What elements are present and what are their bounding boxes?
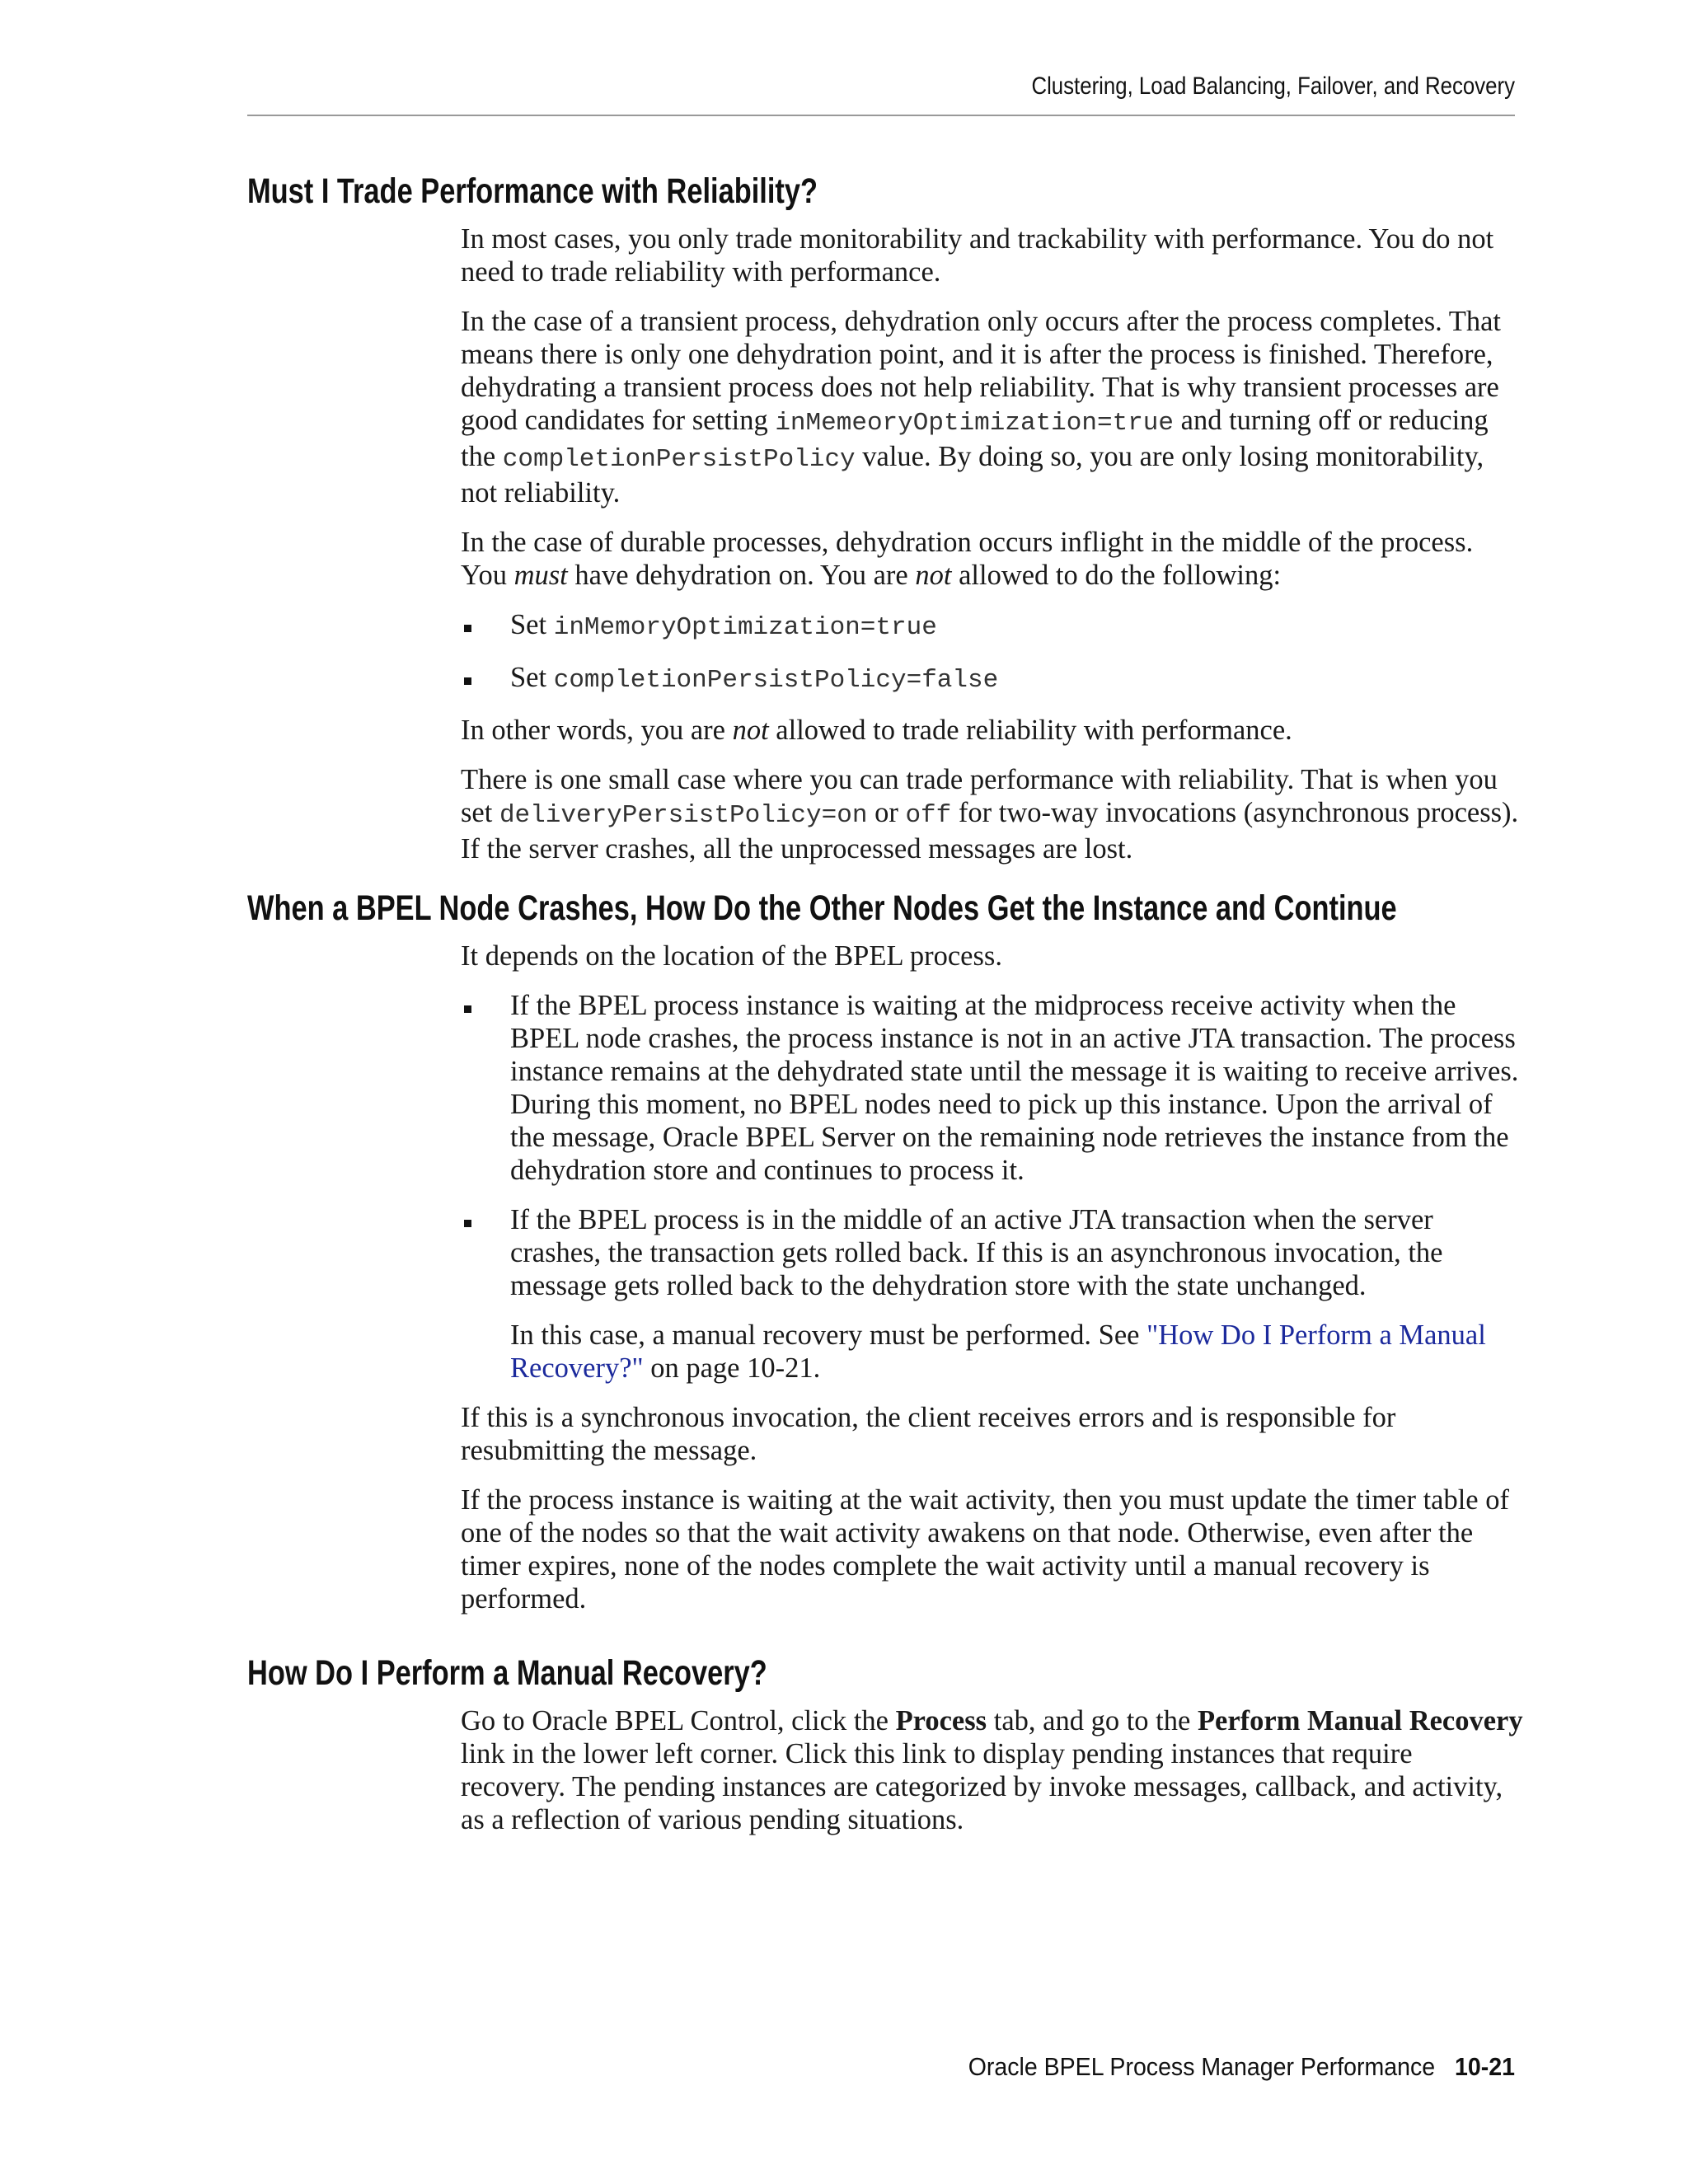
paragraph: In this case, a manual recovery must be performed. See "How Do I Perform a Manual Recovery?" on page 10-21.: [510, 1319, 1486, 1384]
paragraph: There is one small case where you can trade performance with reliability. That is when you set deliveryPersistPolicy=on or off for two-way invocations (asynchronous process). If the server crashes, all the unprocessed messages are lost.: [461, 764, 1519, 865]
inline-code: completionPersistPolicy=false: [553, 666, 999, 695]
paragraph: In most cases, you only trade monitorability and trackability with performance. You do not need to trade reliability with performance.: [461, 223, 1494, 288]
list-item: Set inMemoryOptimization=true: [461, 608, 1524, 644]
section-heading-node-crashes: When a BPEL Node Crashes, How Do the Other Nodes Get the Instance and Continue: [247, 888, 1397, 928]
section-body-node-crashes: [461, 940, 1524, 1632]
section-body-performance-reliability: [461, 223, 1524, 882]
section-body-manual-recovery: [461, 1704, 1524, 1853]
manual-recovery-link[interactable]: "How Do I Perform a Manual Recovery?": [510, 1319, 1486, 1384]
paragraph: If the process instance is waiting at the wait activity, then you must update the timer table of one of the nodes so that the wait activity awakens on that node. Otherwise, even after the timer expires, none of the nodes complete the wait activity until a manual recovery is performed.: [461, 1484, 1509, 1615]
bullet-list: [461, 989, 1524, 1385]
inline-code: inMemeoryOptimization=true: [775, 409, 1175, 438]
header-rule: [247, 115, 1515, 116]
list-item: [461, 1203, 1524, 1385]
paragraph: If the BPEL process is in the middle of an active JTA transaction when the server crashes, the transaction gets rolled back. If this is an asynchronous invocation, the message gets rolled back to the dehydration store with the state unchanged.: [510, 1204, 1443, 1301]
page-number: 10-21: [1455, 2052, 1515, 2081]
paragraph: If this is a synchronous invocation, the client receives errors and is responsible for resubmitting the message.: [461, 1402, 1396, 1466]
paragraph: In other words, you are not allowed to trade reliability with performance.: [461, 715, 1292, 746]
list-item: If the BPEL process instance is waiting at the midprocess receive activity when the BPEL node crashes, the process instance is not in an active JTA transaction. The process instance remains at the dehydrated state until the message it is waiting to receive arrives. During this moment, no BPEL nodes need to pick up this instance. Upon the arrival of the message, Oracle BPEL Server on the remaining node retrieves the instance from the dehydration store and continues to process it.: [461, 989, 1524, 1187]
list-item: Set completionPersistPolicy=false: [461, 661, 1524, 697]
inline-code: inMemoryOptimization=true: [553, 613, 937, 642]
inline-code: deliveryPersistPolicy=on: [499, 801, 868, 830]
paragraph: In the case of a transient process, dehydration only occurs after the process completes. That means there is only one dehydration point, and it is after the process is finished. Therefore, dehydrating a transient process does not help reliability. That is why transient processes are good candidates for setting inMemeoryOptimization=true and turning off or reducing the completionPersistPolicy value. By doing so, you are only losing monitorability, not reliability.: [461, 306, 1501, 509]
paragraph: In the case of durable processes, dehydration occurs inflight in the middle of the process. You must have dehydration on. You are not allowed to do the following:: [461, 527, 1474, 591]
paragraph: Go to Oracle BPEL Control, click the Process tab, and go to the Perform Manual Recovery link in the lower left corner. Click this link to display pending instances that require recovery. The pending instances are categorized by invoke messages, callback, and activity, as a reflection of various pending situations.: [461, 1705, 1523, 1835]
bullet-list: [461, 608, 1524, 697]
section-heading-performance-reliability: Must I Trade Performance with Reliability?: [247, 171, 818, 211]
running-header: Clustering, Load Balancing, Failover, and Recovery: [1031, 73, 1515, 100]
footer-book-title: Oracle BPEL Process Manager Performance: [968, 2052, 1436, 2081]
page-footer: [349, 2052, 1515, 2082]
inline-code: completionPersistPolicy: [502, 445, 856, 474]
paragraph: It depends on the location of the BPEL process.: [461, 940, 1002, 972]
inline-code: off: [905, 801, 952, 830]
section-heading-manual-recovery: How Do I Perform a Manual Recovery?: [247, 1653, 767, 1693]
